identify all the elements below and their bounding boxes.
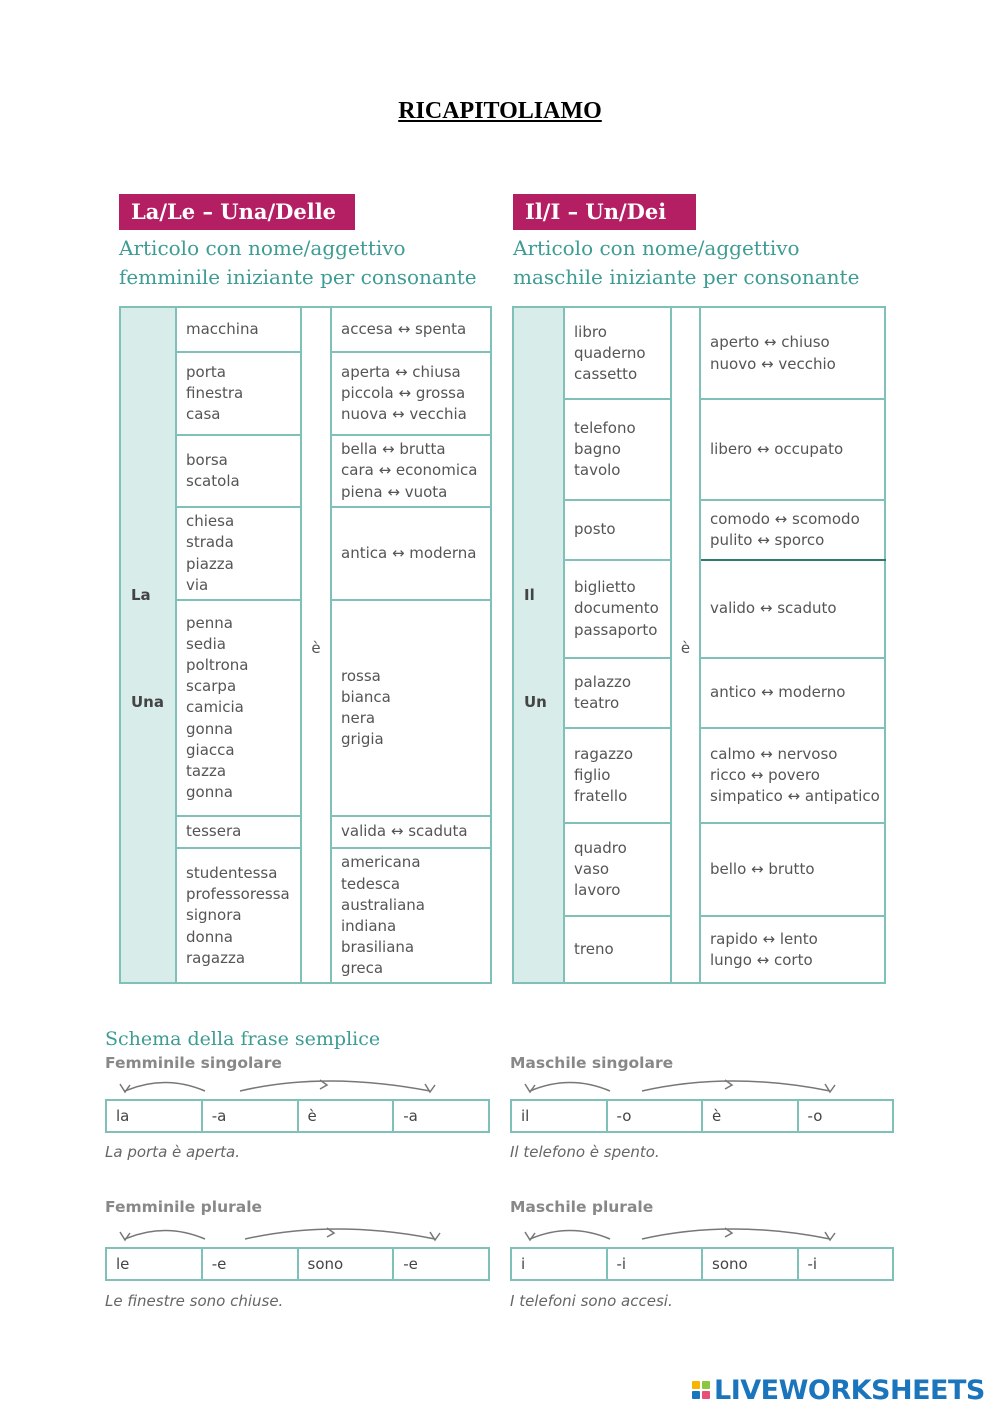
row-divider [701,398,886,400]
noun: tessera [186,822,242,841]
noun: borsa [186,450,228,469]
liveworksheets-logo-mark-icon [692,1381,710,1399]
adjective-cell [332,816,492,848]
row-divider [701,822,886,824]
noun: libro [574,322,607,341]
noun: piazza [186,554,234,573]
noun: biglietto [574,578,636,597]
row-divider [701,915,886,917]
adjective-cell [332,435,492,507]
noun: finestra [186,383,244,402]
scheme-cell-verb: sono [703,1249,799,1279]
adjective: indiana [341,917,397,935]
adjective: valido ↔ scaduto [710,599,837,618]
scheme-cell-article: la [107,1101,203,1131]
adjective-cell [332,352,492,435]
noun: poltrona [186,655,249,674]
feminine-subtitle [119,234,477,292]
noun: strada [186,533,234,552]
page-title: RICAPITOLIAMO [398,98,602,124]
noun: telefono [574,418,636,437]
liveworksheets-logo [692,1374,985,1406]
masculine-article-definite: Il [524,586,535,604]
masculine-subtitle-line2: maschile iniziante per consonante [513,265,860,289]
adjective: lungo ↔ corto [710,951,813,969]
row-divider [565,822,670,824]
feminine-verb-column [300,308,332,982]
masculine-table [512,306,886,984]
adjective: accesa ↔ spenta [341,320,467,339]
row-divider [565,398,670,400]
adjective-cell [701,399,886,500]
liveworksheets-logo-text: LIVEWORKSHEETS [714,1374,985,1406]
adjective-cell [701,916,886,984]
masculine-subtitle [513,234,859,292]
row-divider [332,434,492,436]
adjective: brasiliana [341,938,415,957]
adjective: antica ↔ moderna [341,543,477,562]
fem-plur-label: Femminile plurale [105,1198,263,1216]
adjective: tedesca [341,874,401,893]
noun: casa [186,405,221,424]
fem-plur-example: Le finestre sono chiuse. [105,1292,284,1310]
fem-plur-scheme [105,1247,490,1281]
noun-cell [565,916,670,984]
masc-sing-scheme [510,1099,894,1133]
noun: professoressa [186,885,290,904]
row-divider [565,559,670,561]
adjective: aperto ↔ chiuso [710,333,830,352]
scheme-cell-verb: sono [299,1249,395,1279]
noun: porta [186,362,226,381]
masc-sing-label: Maschile singolare [510,1054,674,1072]
noun: fratello [574,787,628,806]
adjective: bianca [341,687,391,706]
noun-cell [565,560,670,658]
logo-square-icon [692,1381,700,1389]
noun-cell [565,308,670,399]
scheme-cell-verb: è [703,1101,799,1131]
feminine-subtitle-line1: Articolo con nome/aggettivo [119,236,406,260]
arrow-noun-to-article [125,1083,205,1092]
noun: signora [186,906,242,925]
arrowhead [120,1232,130,1240]
row-divider [701,499,886,501]
adjective: bello ↔ brutto [710,859,815,878]
scheme-cell-adjective-ending: -i [807,1255,818,1273]
adjective: valida ↔ scaduta [341,822,468,841]
adjective-cell [701,823,886,916]
arrowhead [120,1084,130,1092]
scheme-cell-article: le [107,1249,203,1279]
adjective: rossa [341,666,381,685]
arrowhead [525,1084,535,1092]
noun: quaderno [574,343,646,362]
row-divider [177,599,300,601]
adjective-cell [332,308,492,352]
noun: scarpa [186,677,237,696]
fem-sing-scheme [105,1099,490,1133]
scheme-cell-adjective-ending: -a [403,1107,418,1125]
adjective: nera [341,709,376,727]
arrow-noun-to-article [125,1231,205,1240]
fem-sing-example: La porta è aperta. [105,1143,240,1161]
noun: via [186,575,209,594]
scheme-cell-adjective-ending: -e [403,1255,418,1273]
scheme-cell-article: i [512,1249,608,1279]
scheme-cell-article: il [512,1101,608,1131]
logo-square-icon [692,1391,700,1399]
adjective-cell [332,507,492,600]
noun-cell [565,500,670,560]
scheme-cell-noun-ending: -a [203,1101,299,1131]
arrow-noun-to-article [530,1231,610,1240]
fem-plur-agreement-arrows [105,1222,490,1248]
feminine-subtitle-line2: femminile iniziante per consonante [119,265,477,289]
scheme-cell-noun-ending: -o [608,1101,704,1131]
noun-cell [565,658,670,728]
arrow-noun-to-adjective [245,1229,435,1239]
adjective: rapido ↔ lento [710,929,818,948]
adjective: nuova ↔ vecchia [341,405,467,424]
noun: bagno [574,439,621,458]
noun: vaso [574,859,610,878]
feminine-badge: La/Le – Una/Delle [119,194,355,230]
masc-plur-scheme [510,1247,894,1281]
row-divider [332,815,492,817]
noun: studentessa [186,863,278,882]
row-divider [701,657,886,659]
noun-cell [177,352,300,435]
masculine-article-indefinite: Un [524,693,547,711]
adjective-cell [332,848,492,984]
adjective: comodo ↔ scomodo [710,509,860,528]
adjective: australiana [341,895,425,914]
adjective-cell [332,600,492,816]
noun: documento [574,599,659,618]
noun: cassetto [574,365,638,384]
logo-square-icon [702,1381,710,1389]
masculine-badge: Il/I – Un/Dei [513,194,696,230]
noun-cell [177,308,300,352]
scheme-cell-adjective-ending: -o [807,1107,823,1125]
row-divider [701,727,886,729]
adjective-cell [701,308,886,399]
noun: ragazzo [574,744,633,763]
adjective: greca [341,959,384,978]
row-divider [565,657,670,659]
schema-title: Schema della frase semplice [105,1028,381,1050]
row-divider [332,351,492,353]
noun-cell [565,399,670,500]
noun: tavolo [574,461,621,480]
row-divider [332,506,492,508]
adjective-cell [701,560,886,658]
row-divider [177,506,300,508]
arrow-noun-to-article [530,1083,610,1092]
row-divider [565,499,670,501]
scheme-cell-noun-ending: -e [203,1249,299,1279]
noun: passaporto [574,620,658,639]
noun: scatola [186,472,240,490]
fem-sing-label: Femminile singolare [105,1054,282,1072]
arrowhead [525,1232,535,1240]
adjective: libero ↔ occupato [710,439,844,458]
logo-square-icon [702,1391,710,1399]
adjective: ricco ↔ povero [710,765,820,784]
noun: gonna [186,783,233,802]
row-divider [177,434,300,436]
noun: camicia [186,698,244,717]
row-divider [332,847,492,849]
row-divider [565,915,670,917]
fem-sing-agreement-arrows [105,1074,490,1100]
adjective: calmo ↔ nervoso [710,744,838,763]
noun-cell [177,600,300,816]
noun: chiesa [186,512,235,531]
adjective: piccola ↔ grossa [341,383,466,402]
noun: giacca [186,740,235,759]
feminine-verb: è [311,639,321,657]
feminine-article-column [121,308,177,982]
adjective-cell [701,500,886,560]
adjective: piena ↔ vuota [341,482,448,501]
feminine-article-definite: La [131,586,151,604]
masc-sing-example: Il telefono è spento. [510,1143,660,1161]
noun: penna [186,613,233,632]
noun: treno [574,940,614,959]
arrow-noun-to-adjective [642,1229,830,1239]
arrow-noun-to-adjective [240,1081,430,1091]
noun: quadro [574,838,627,857]
noun: ragazza [186,948,246,967]
adjective: pulito ↔ sporco [710,531,825,549]
noun-cell [177,816,300,848]
noun: lavoro [574,881,621,900]
adjective: simpatico ↔ antipatico [710,787,880,806]
masculine-subtitle-line1: Articolo con nome/aggettivo [513,236,800,260]
row-divider [565,727,670,729]
masc-plur-label: Maschile plurale [510,1198,654,1216]
adjective: americana [341,853,421,872]
noun: teatro [574,694,620,712]
noun: donna [186,927,233,946]
noun-cell [177,848,300,984]
adjective: aperta ↔ chiusa [341,362,461,381]
noun: sedia [186,634,226,653]
feminine-table [119,306,492,984]
noun-cell [177,435,300,507]
noun: posto [574,520,616,539]
row-divider [332,599,492,601]
feminine-article-indefinite: Una [131,693,164,711]
noun-cell [565,823,670,916]
masculine-verb: è [680,639,691,657]
adjective: nuovo ↔ vecchio [710,354,836,373]
masc-plur-agreement-arrows [510,1222,894,1248]
scheme-cell-verb: è [299,1101,395,1131]
adjective-cell [701,728,886,823]
masculine-article-column [514,308,565,982]
arrow-noun-to-adjective [642,1081,830,1091]
noun: palazzo [574,672,631,691]
row-divider [701,559,886,561]
scheme-cell-noun-ending: -i [608,1249,704,1279]
noun: gonna [186,719,233,738]
row-divider [177,815,300,817]
row-divider [177,351,300,353]
adjective: cara ↔ economica [341,461,478,480]
adjective: antico ↔ moderno [710,683,846,702]
masc-sing-agreement-arrows [510,1074,894,1100]
noun-cell [177,507,300,600]
adjective: bella ↔ brutta [341,440,446,459]
noun-cell [565,728,670,823]
adjective: grigia [341,730,384,749]
adjective-cell [701,658,886,728]
row-divider [177,847,300,849]
masc-plur-example: I telefoni sono accesi. [510,1292,673,1310]
noun: tazza [186,762,227,780]
noun: macchina [186,320,259,339]
masculine-verb-column [670,308,701,982]
noun: figlio [574,765,611,784]
